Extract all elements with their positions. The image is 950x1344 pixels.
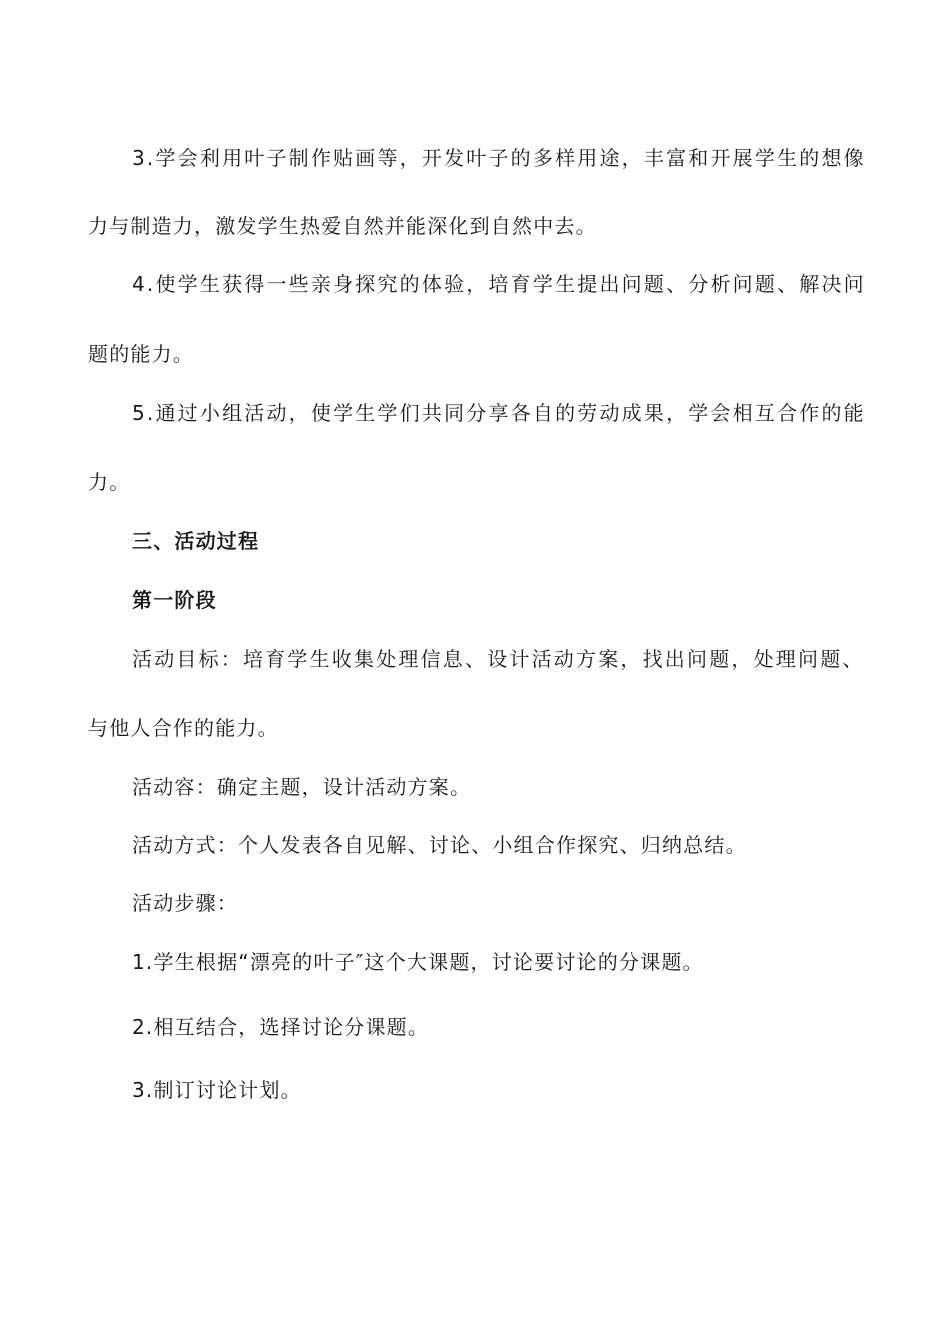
activity-goal-line-2: 与他人合作的能力。 xyxy=(88,716,279,740)
paragraph-3-line-1: 3.学会利用叶子制作贴画等，开发叶子的多样用途，丰富和开展学生的想像 xyxy=(132,146,866,170)
activity-method: 活动方式：个人发表各自见解、讨论、小组合作探究、归纳总结。 xyxy=(132,833,747,857)
step-item-1: 1.学生根据“漂亮的叶子″这个大课题，讨论要讨论的分课题。 xyxy=(132,950,704,974)
paragraph-5-line-1: 5.通过小组活动，使学生学们共同分享各自的劳动成果，学会相互合作的能 xyxy=(132,401,866,425)
stage-heading: 第一阶段 xyxy=(132,588,217,612)
paragraph-4-line-2: 题的能力。 xyxy=(88,342,194,366)
section-heading: 三、活动过程 xyxy=(132,529,260,553)
paragraph-3-line-2: 力与制造力，激发学生热爱自然并能深化到自然中去。 xyxy=(88,214,597,238)
step-item-3: 3.制订讨论计划。 xyxy=(132,1078,302,1102)
activity-content: 活动容：确定主题，设计活动方案。 xyxy=(132,775,472,799)
activity-goal-line-1: 活动目标：培育学生收集处理信息、设计活动方案，找出问题，处理问题、 xyxy=(132,647,865,671)
paragraph-4-line-1: 4.使学生获得一些亲身探究的体验，培育学生提出问题、分析问题、解决问 xyxy=(132,272,866,296)
step-item-2: 2.相互结合，选择讨论分课题。 xyxy=(132,1015,430,1039)
paragraph-5-line-2: 力。 xyxy=(88,470,131,494)
activity-steps-label: 活动步骤： xyxy=(132,891,238,915)
